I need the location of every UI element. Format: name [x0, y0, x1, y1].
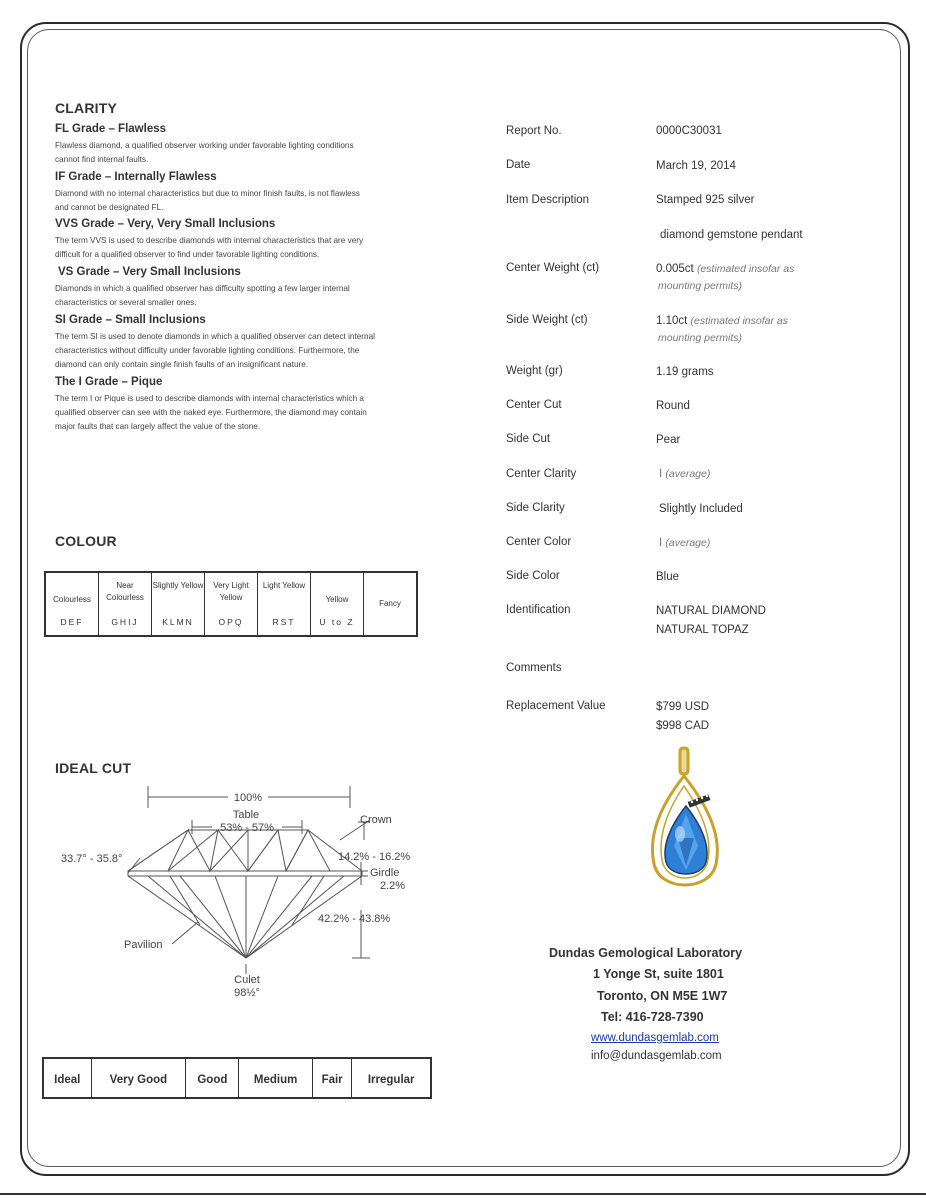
- center-clarity-value: I (average): [659, 468, 711, 480]
- diagram-table-range: 53% - 57%: [220, 822, 274, 834]
- center-color-label: Center Color: [506, 536, 572, 548]
- side-cut-value: Pear: [656, 434, 681, 446]
- colour-cell-very-light-yellow: Very Light Yellow OPQ: [205, 572, 258, 636]
- grade-i-desc: The term I or Pique is used to describe diamonds with internal characteristics which a qualified observer can see with the naked eye. Furthermore, the diamond may contain major faults that can largely affect the value of the stone.: [55, 394, 367, 431]
- grade-vs-title: VS Grade – Very Small Inclusions: [58, 266, 241, 278]
- colour-cell-near-colourless: Near Colourless GHIJ: [99, 572, 152, 636]
- colour-cell-fancy: Fancy: [364, 572, 418, 636]
- diagram-crown-label: Crown: [360, 814, 392, 826]
- replacement-value-label: Replacement Value: [506, 700, 606, 712]
- diagram-girdle-value: 2.2%: [380, 880, 406, 892]
- clarity-heading: CLARITY: [55, 100, 118, 116]
- grade-i-title: The I Grade – Pique: [55, 376, 163, 388]
- lab-address-line2: Toronto, ON M5E 1W7: [597, 989, 728, 1003]
- cut-grade-table: [42, 1057, 432, 1099]
- side-clarity-value: Slightly Included: [659, 503, 743, 515]
- identification-label: Identification: [506, 604, 571, 616]
- diagram-width-label: 100%: [233, 792, 263, 804]
- replacement-value-value: $799 USD $998 CAD: [656, 701, 710, 732]
- item-description-value: Stamped 925 silver: [656, 194, 755, 206]
- side-weight-label: Side Weight (ct): [506, 314, 588, 326]
- cut-grade-fair: Fair: [312, 1058, 352, 1098]
- lab-phone: Tel: 416-728-7390: [601, 1010, 704, 1024]
- side-color-label: Side Color: [506, 570, 560, 582]
- ideal-cut-diagram: [40, 780, 440, 1010]
- grade-vvs-title: VVS Grade – Very, Very Small Inclusions: [55, 218, 276, 230]
- lab-email[interactable]: info@dundasgemlab.com: [591, 1050, 722, 1062]
- grade-if-title: IF Grade – Internally Flawless: [55, 171, 217, 183]
- diagram-table-label: Table: [232, 809, 260, 821]
- report-no-label: Report No.: [506, 125, 562, 137]
- date-label: Date: [506, 159, 531, 171]
- center-weight-value: 0.005ct (estimated insofar as mounting permits): [656, 263, 795, 292]
- side-clarity-label: Side Clarity: [506, 502, 565, 514]
- weight-gr-label: Weight (gr): [506, 365, 563, 377]
- center-cut-label: Center Cut: [506, 399, 562, 411]
- diagram-culet-label: Culet: [234, 974, 260, 986]
- colour-heading: COLOUR: [55, 533, 117, 549]
- center-clarity-label: Center Clarity: [506, 468, 577, 480]
- diagram-crown-angle: 33.7° - 35.8°: [61, 853, 123, 865]
- colour-cell-light-yellow: Light Yellow RST: [258, 572, 311, 636]
- identification-value: NATURAL DIAMOND NATURAL TOPAZ: [656, 605, 766, 636]
- date-value: March 19, 2014: [656, 160, 736, 172]
- item-description-value-line2: diamond gemstone pendant: [660, 229, 803, 241]
- side-color-value: Blue: [656, 571, 680, 583]
- ideal-cut-heading: IDEAL CUT: [55, 760, 132, 776]
- cut-grade-medium: Medium: [239, 1058, 312, 1098]
- grade-fl-desc: Flawless diamond, a qualified observer working under favorable lighting conditions cannot find internal faults.: [55, 141, 354, 164]
- center-weight-label: Center Weight (ct): [506, 262, 600, 274]
- lab-website-link[interactable]: www.dundasgemlab.com: [591, 1032, 719, 1044]
- grade-if-desc: Diamond with no internal characteristics but due to minor finish faults, is not flawless and cannot be designated FL.: [55, 189, 360, 212]
- center-cut-value: Round: [656, 400, 690, 412]
- colour-cell-colourless: Colourless DEF: [45, 572, 99, 636]
- cut-grade-ideal: Ideal: [43, 1058, 91, 1098]
- item-description-label: Item Description: [506, 194, 590, 206]
- lab-address-line1: 1 Yonge St, suite 1801: [593, 967, 724, 981]
- cut-grade-very-good: Very Good: [91, 1058, 186, 1098]
- weight-gr-value: 1.19 grams: [656, 366, 714, 378]
- pendant-image: [640, 746, 730, 902]
- diagram-crown-height: 14.2% - 16.2%: [338, 851, 411, 863]
- colour-cell-slightly-yellow: Slightly Yellow KLMN: [152, 572, 205, 636]
- grade-vvs-desc: The term VVS is used to describe diamonds with internal characteristics that are very difficult for a qualified observer to find under favorable lighting conditions.: [55, 236, 364, 259]
- report-no-value: 0000C30031: [656, 125, 722, 137]
- grade-si-desc: The term SI is used to denote diamonds in which a qualified observer can detect internal characteristics without difficulty under favorable lighting conditions. Furthermore, the diamond can only contain single finish faults of an insignificant nature.: [55, 332, 375, 369]
- comments-label: Comments: [506, 662, 562, 674]
- grade-fl-title: FL Grade – Flawless: [55, 123, 167, 135]
- page-bottom-rule: [0, 1193, 926, 1195]
- colour-cell-yellow: Yellow U to Z: [311, 572, 364, 636]
- diagram-pavilion-label: Pavilion: [124, 939, 163, 951]
- grade-si-title: SI Grade – Small Inclusions: [55, 314, 206, 326]
- diagram-pavilion-depth: 42.2% - 43.8%: [318, 913, 391, 925]
- grade-vs-desc: Diamonds in which a qualified observer has difficulty spotting a few larger internal characteristics or several smaller ones.: [55, 284, 350, 307]
- side-weight-value: 1.10ct (estimated insofar as mounting permits): [656, 315, 788, 344]
- colour-scale-table: [44, 571, 418, 637]
- center-color-value: I (average): [659, 537, 711, 549]
- cut-grade-good: Good: [186, 1058, 239, 1098]
- lab-name: Dundas Gemological Laboratory: [549, 946, 743, 960]
- cut-grade-irregular: Irregular: [352, 1058, 431, 1098]
- diagram-culet-value: 98½°: [234, 987, 260, 999]
- side-cut-label: Side Cut: [506, 433, 551, 445]
- diagram-girdle-label: Girdle: [370, 867, 400, 879]
